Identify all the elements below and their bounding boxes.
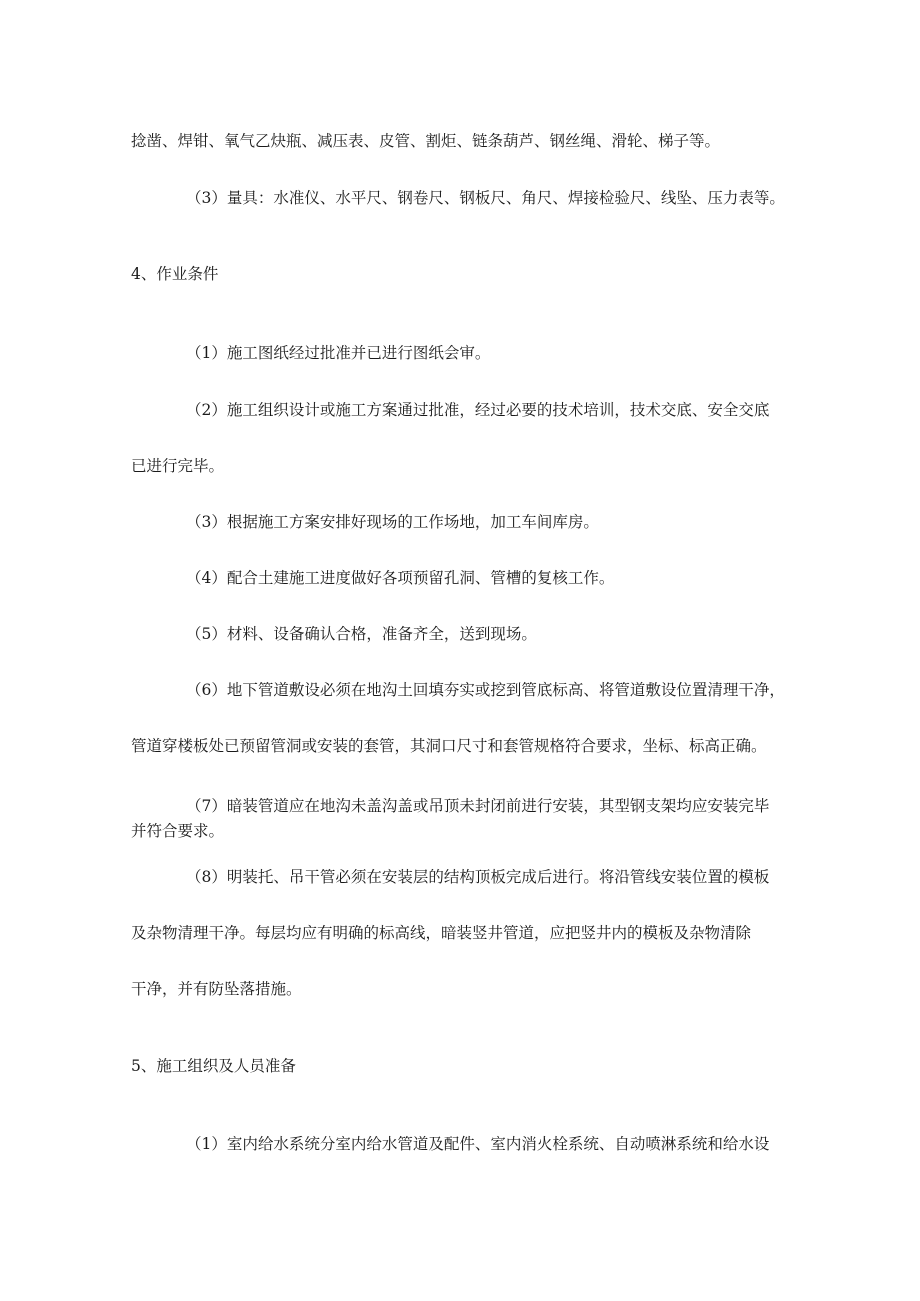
text-line: 干净，并有防坠落措施。 <box>131 980 302 998</box>
text-line: 捻凿、焊钳、氧气乙炔瓶、减压表、皮管、割炬、链条葫芦、钢丝绳、滑轮、梯子等。 <box>131 132 721 150</box>
list-item: （7）暗装管道应在地沟未盖沟盖或吊顶未封闭前进行安装，其型钢支架均应安装完毕 <box>186 797 770 815</box>
list-item: （8）明装托、吊干管必须在安装层的结构顶板完成后进行。将沿管线安装位置的模板 <box>186 868 770 886</box>
list-item: （4）配合土建施工进度做好各项预留孔洞、管槽的复核工作。 <box>186 569 615 587</box>
list-item: （2）施工组织设计或施工方案通过批准，经过必要的技术培训，技术交底、安全交底 <box>186 401 770 419</box>
text-line: 并符合要求。 <box>131 822 225 840</box>
list-item: （1）施工图纸经过批准并已进行图纸会审。 <box>186 344 491 362</box>
section-heading: 5、施工组织及人员准备 <box>131 1057 296 1075</box>
text-line: 及杂物清理干净。每层均应有明确的标高线，暗装竖井管道，应把竖井内的模板及杂物清除 <box>131 924 752 942</box>
text-line: 已进行完毕。 <box>131 457 225 475</box>
text-line: 管道穿楼板处已预留管洞或安装的套管，其洞口尺寸和套管规格符合要求，坐标、标高正确。 <box>131 737 767 755</box>
section-heading: 4、作业条件 <box>131 265 219 283</box>
list-item: （3）量具：水准仪、水平尺、钢卷尺、钢板尺、角尺、焊接检验尺、线坠、压力表等。 <box>186 189 785 207</box>
list-item: （6）地下管道敷设必须在地沟土回填夯实或挖到管底标高、将管道敷设位置清理干净， <box>186 681 785 699</box>
list-item: （3）根据施工方案安排好现场的工作场地，加工车间库房。 <box>186 513 599 531</box>
list-item: （1）室内给水系统分室内给水管道及配件、室内消火栓系统、自动喷淋系统和给水设 <box>186 1135 770 1153</box>
list-item: （5）材料、设备确认合格，准备齐全，送到现场。 <box>186 625 537 643</box>
